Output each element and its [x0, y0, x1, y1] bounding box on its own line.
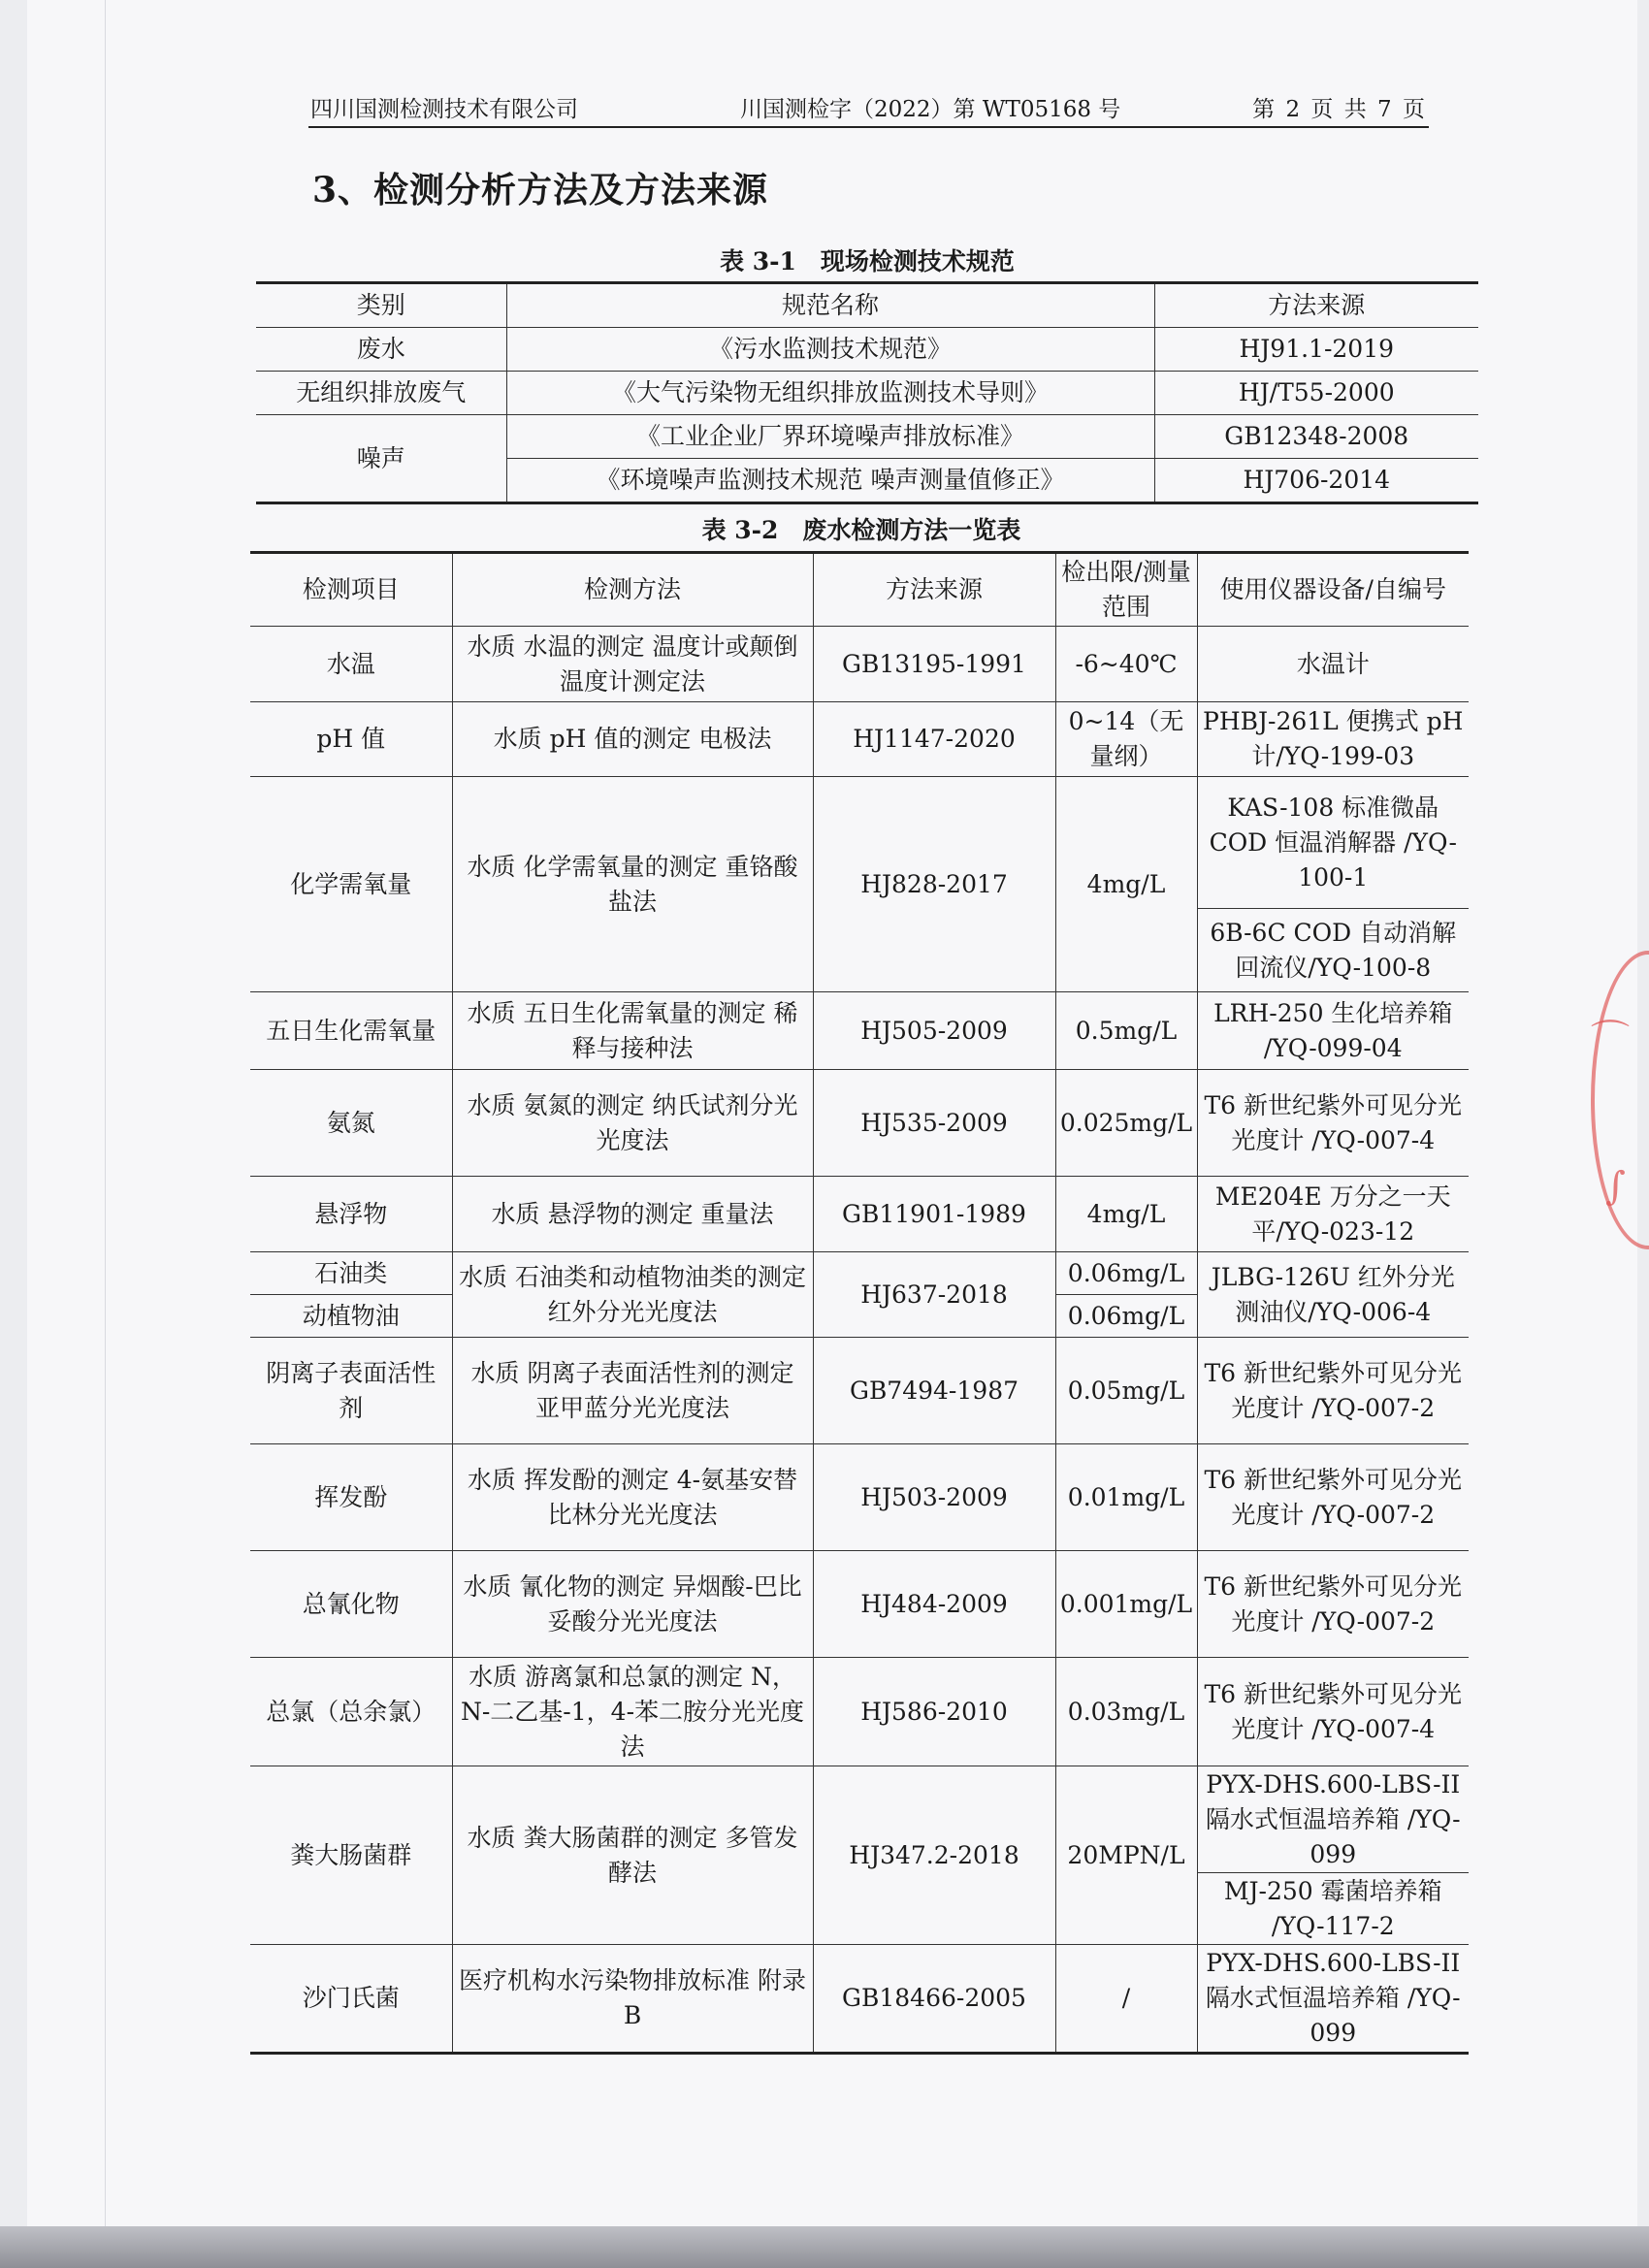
- cell-method: 水质 粪大肠菌群的测定 多管发酵法: [452, 1766, 813, 1945]
- cell-source: GB18466-2005: [813, 1945, 1055, 2054]
- cell-method: 水质 化学需氧量的测定 重铬酸盐法: [452, 777, 813, 992]
- cell-source: HJ586-2010: [813, 1658, 1055, 1766]
- cell-limit: 0.025mg/L: [1055, 1070, 1197, 1177]
- table-row: [250, 1551, 1469, 1658]
- cell-spec-name: 《工业企业厂界环境噪声排放标准》: [506, 415, 1154, 459]
- table-row: [250, 992, 1469, 1070]
- cell-item: 阴离子表面活性剂: [250, 1338, 452, 1444]
- table-row: [250, 1177, 1469, 1252]
- table-wastewater-methods: [250, 551, 1469, 2055]
- cell-source: HJ505-2009: [813, 992, 1055, 1070]
- cell-method: 水质 氰化物的测定 异烟酸-巴比妥酸分光光度法: [452, 1551, 813, 1658]
- table1-caption: 表 3-1 现场检测技术规范: [720, 247, 1015, 275]
- cell-source: HJ535-2009: [813, 1070, 1055, 1177]
- table-row: [250, 627, 1469, 702]
- scan-bottom-edge: [0, 2226, 1649, 2268]
- cell-limit: 0.05mg/L: [1055, 1338, 1197, 1444]
- col-header: 规范名称: [506, 283, 1154, 328]
- cell-method: 水质 阴离子表面活性剂的测定 亚甲蓝分光光度法: [452, 1338, 813, 1444]
- cell-item: 五日生化需氧量: [250, 992, 452, 1070]
- page-number: 第 2 页 共 7 页: [1252, 97, 1427, 122]
- cell-item: 粪大肠菌群: [250, 1766, 452, 1945]
- cell-category: 无组织排放废气: [256, 372, 506, 415]
- cell-item: 石油类: [250, 1252, 452, 1295]
- cell-instrument: PYX-DHS.600-LBS-II 隔水式恒温培养箱 /YQ-099: [1197, 1945, 1469, 2054]
- cell-method: 水质 游离氯和总氯的测定 N，N-二乙基-1，4-苯二胺分光光度法: [452, 1658, 813, 1766]
- cell-instrument: T6 新世纪紫外可见分光光度计 /YQ-007-2: [1197, 1444, 1469, 1551]
- cell-item: 总氰化物: [250, 1551, 452, 1658]
- cell-instrument: JLBG-126U 红外分光测油仪/YQ-006-4: [1197, 1252, 1469, 1338]
- col-header: 检测项目: [250, 553, 452, 627]
- col-header: 检出限/测量范围: [1055, 553, 1197, 627]
- cell-limit: 4mg/L: [1055, 777, 1197, 992]
- cell-source: HJ637-2018: [813, 1252, 1055, 1338]
- section-title: 3、检测分析方法及方法来源: [312, 170, 769, 211]
- table-row: [250, 777, 1469, 909]
- table-row: [250, 1658, 1469, 1766]
- cell-limit: 4mg/L: [1055, 1177, 1197, 1252]
- cell-limit: 0.01mg/L: [1055, 1444, 1197, 1551]
- cell-limit: 20MPN/L: [1055, 1766, 1197, 1945]
- cell-instrument: 6B-6C COD 自动消解回流仪/YQ-100-8: [1197, 909, 1469, 992]
- cell-instrument: T6 新世纪紫外可见分光光度计 /YQ-007-4: [1197, 1070, 1469, 1177]
- table-row: [256, 372, 1478, 415]
- table-header-row: [256, 283, 1478, 328]
- table-header-row: [250, 553, 1469, 627]
- col-header: 类别: [256, 283, 506, 328]
- cell-spec-name: 《大气污染物无组织排放监测技术导则》: [506, 372, 1154, 415]
- table-field-specs: [256, 281, 1478, 504]
- col-header: 方法来源: [813, 553, 1055, 627]
- cell-instrument: T6 新世纪紫外可见分光光度计 /YQ-007-2: [1197, 1551, 1469, 1658]
- table-row: [250, 1070, 1469, 1177]
- cell-source: GB13195-1991: [813, 627, 1055, 702]
- col-header: 方法来源: [1154, 283, 1478, 328]
- table-row: [250, 1338, 1469, 1444]
- cell-method: 水质 悬浮物的测定 重量法: [452, 1177, 813, 1252]
- cell-item: 化学需氧量: [250, 777, 452, 992]
- col-header: 使用仪器设备/自编号: [1197, 553, 1469, 627]
- cell-category: 噪声: [256, 415, 506, 503]
- cell-method: 水质 挥发酚的测定 4-氨基安替比林分光光度法: [452, 1444, 813, 1551]
- cell-item: 挥发酚: [250, 1444, 452, 1551]
- cell-method: 医疗机构水污染物排放标准 附录 B: [452, 1945, 813, 2054]
- cell-source: HJ1147-2020: [813, 702, 1055, 777]
- cell-item: 总氯（总余氯）: [250, 1658, 452, 1766]
- report-number: 川国测检字（2022）第 WT05168 号: [740, 97, 1121, 122]
- table-row: [250, 1444, 1469, 1551]
- cell-instrument: 水温计: [1197, 627, 1469, 702]
- cell-source: GB7494-1987: [813, 1338, 1055, 1444]
- cell-spec-name: 《污水监测技术规范》: [506, 328, 1154, 372]
- cell-method: 水质 氨氮的测定 纳氏试剂分光光度法: [452, 1070, 813, 1177]
- cell-instrument: PHBJ-261L 便携式 pH 计/YQ-199-03: [1197, 702, 1469, 777]
- cell-method: 水质 石油类和动植物油类的测定 红外分光光度法: [452, 1252, 813, 1338]
- table-row: [250, 1252, 1469, 1295]
- cell-source: HJ706-2014: [1154, 459, 1478, 503]
- cell-limit: 0.06mg/L: [1055, 1295, 1197, 1338]
- cell-instrument: PYX-DHS.600-LBS-II 隔水式恒温培养箱 /YQ-099: [1197, 1766, 1469, 1873]
- cell-item: 水温: [250, 627, 452, 702]
- page-fold-line: [105, 0, 106, 2268]
- cell-limit: 0.06mg/L: [1055, 1252, 1197, 1295]
- cell-instrument: T6 新世纪紫外可见分光光度计 /YQ-007-2: [1197, 1338, 1469, 1444]
- table-row: [250, 1945, 1469, 2054]
- cell-instrument: LRH-250 生化培养箱 /YQ-099-04: [1197, 992, 1469, 1070]
- cell-method: 水质 水温的测定 温度计或颠倒温度计测定法: [452, 627, 813, 702]
- table-row: [250, 1766, 1469, 1873]
- cell-source: GB12348-2008: [1154, 415, 1478, 459]
- cell-limit: -6~40℃: [1055, 627, 1197, 702]
- seal-mark: ∫: [1605, 1164, 1626, 1209]
- table-row: [250, 702, 1469, 777]
- cell-source: HJ91.1-2019: [1154, 328, 1478, 372]
- cell-item: pH 值: [250, 702, 452, 777]
- cell-item: 氨氮: [250, 1070, 452, 1177]
- cell-spec-name: 《环境噪声监测技术规范 噪声测量值修正》: [506, 459, 1154, 503]
- table-row: [256, 328, 1478, 372]
- cell-source: GB11901-1989: [813, 1177, 1055, 1252]
- cell-limit: 0.5mg/L: [1055, 992, 1197, 1070]
- cell-instrument: ME204E 万分之一天平/YQ-023-12: [1197, 1177, 1469, 1252]
- cell-source: HJ484-2009: [813, 1551, 1055, 1658]
- cell-limit: /: [1055, 1945, 1197, 2054]
- cell-item: 动植物油: [250, 1295, 452, 1338]
- cell-instrument: MJ-250 霉菌培养箱 /YQ-117-2: [1197, 1873, 1469, 1945]
- cell-method: 水质 pH 值的测定 电极法: [452, 702, 813, 777]
- col-header: 检测方法: [452, 553, 813, 627]
- table-row: [256, 415, 1478, 459]
- seal-mark: ⌒: [1591, 1018, 1630, 1062]
- cell-limit: 0~14（无量纲）: [1055, 702, 1197, 777]
- page-header: [308, 89, 1429, 128]
- cell-source: HJ/T55-2000: [1154, 372, 1478, 415]
- cell-limit: 0.001mg/L: [1055, 1551, 1197, 1658]
- cell-method: 水质 五日生化需氧量的测定 稀释与接种法: [452, 992, 813, 1070]
- cell-source: HJ503-2009: [813, 1444, 1055, 1551]
- cell-instrument: T6 新世纪紫外可见分光光度计 /YQ-007-4: [1197, 1658, 1469, 1766]
- cell-source: HJ347.2-2018: [813, 1766, 1055, 1945]
- cell-item: 悬浮物: [250, 1177, 452, 1252]
- company-name: 四川国测检测技术有限公司: [310, 97, 578, 122]
- cell-instrument: KAS-108 标准微晶 COD 恒温消解器 /YQ-100-1: [1197, 777, 1469, 909]
- cell-item: 沙门氏菌: [250, 1945, 452, 2054]
- cell-limit: 0.03mg/L: [1055, 1658, 1197, 1766]
- table2-caption: 表 3-2 废水检测方法一览表: [701, 516, 1021, 544]
- cell-source: HJ828-2017: [813, 777, 1055, 992]
- cell-category: 废水: [256, 328, 506, 372]
